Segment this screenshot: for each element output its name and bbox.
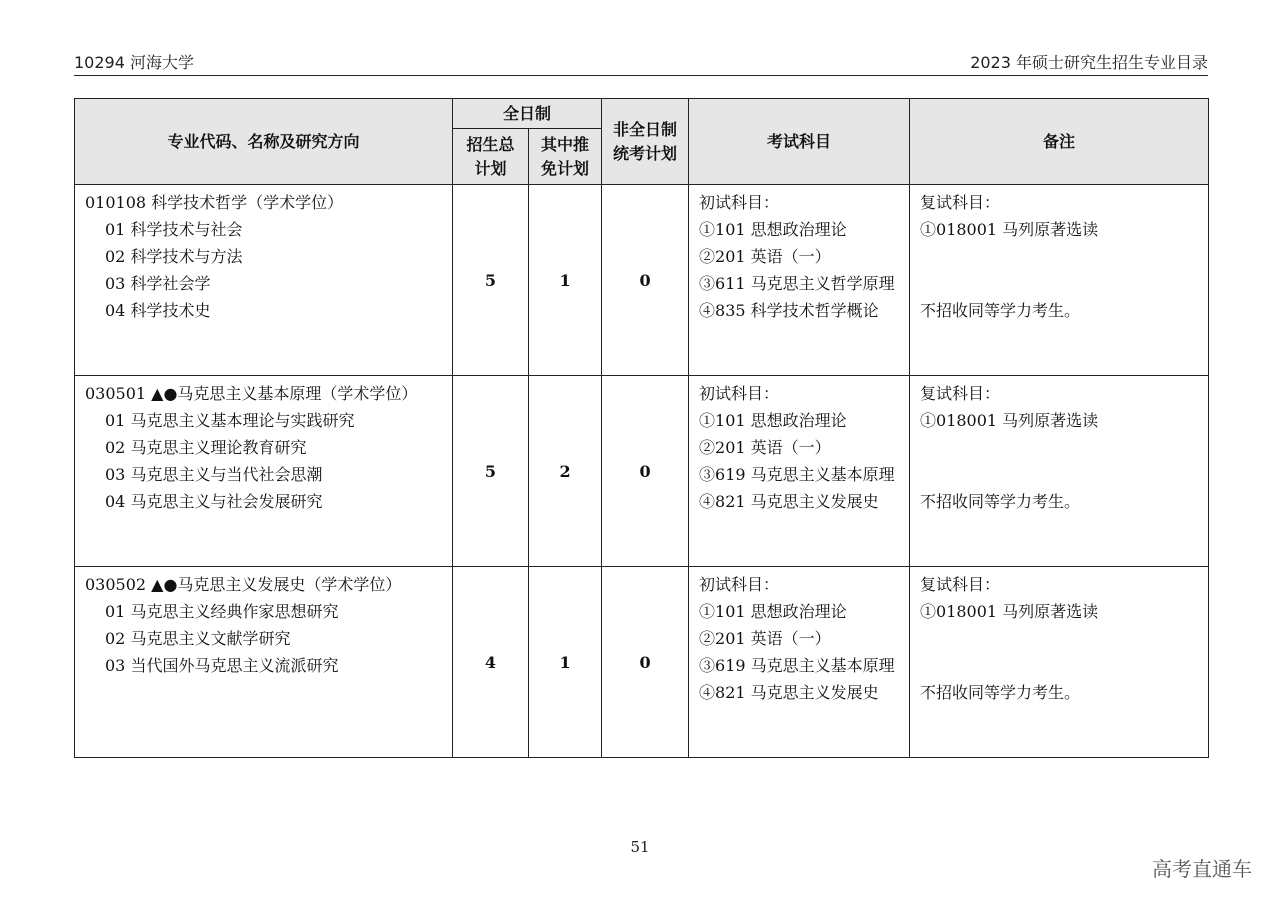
parttime-plan-value: 0 <box>602 185 689 376</box>
research-direction: 03 当代国外马克思主义流派研究 <box>105 656 339 675</box>
retest-title: 复试科目： <box>920 193 1001 212</box>
exam-cell <box>689 185 910 376</box>
header-exam: 考试科目 <box>689 99 910 185</box>
research-direction: 02 科学技术与方法 <box>105 247 243 266</box>
note-text: 不招收同等学力考生。 <box>920 492 1081 511</box>
exam-subject: ④835 科学技术哲学概论 <box>699 301 879 320</box>
note-text: 不招收同等学力考生。 <box>920 683 1081 702</box>
retest-title: 复试科目： <box>920 575 1001 594</box>
notes-cell <box>910 376 1209 567</box>
table-row <box>75 376 1209 567</box>
parttime-plan-value: 0 <box>602 376 689 567</box>
header-major: 专业代码、名称及研究方向 <box>75 99 453 185</box>
exam-subject: ④821 马克思主义发展史 <box>699 683 879 702</box>
major-cell <box>75 376 453 567</box>
exam-subject: ③611 马克思主义哲学原理 <box>699 274 895 293</box>
major-title: 030501 ▲●马克思主义基本原理（学术学位） <box>85 384 418 403</box>
total-plan-value: 5 <box>453 185 529 376</box>
major-cell <box>75 185 453 376</box>
exam-subject: ②201 英语（一） <box>699 247 831 266</box>
table-row <box>75 185 1209 376</box>
page-header <box>74 50 1208 76</box>
research-direction: 02 马克思主义理论教育研究 <box>105 438 307 457</box>
retest-subject: ①018001 马列原著选读 <box>920 602 1099 621</box>
header-notes: 备注 <box>910 99 1209 185</box>
recommend-plan-value: 1 <box>529 567 602 758</box>
retest-title: 复试科目： <box>920 384 1001 403</box>
exam-subject: ③619 马克思主义基本原理 <box>699 656 895 675</box>
research-direction: 01 马克思主义基本理论与实践研究 <box>105 411 355 430</box>
exam-title: 初试科目： <box>699 384 780 403</box>
major-title: 010108 科学技术哲学（学术学位） <box>85 193 344 212</box>
watermark: 高考直通车 <box>1152 857 1252 881</box>
notes-cell <box>910 185 1209 376</box>
page-number: 51 <box>630 838 650 856</box>
parttime-plan-value: 0 <box>602 567 689 758</box>
header-parttime: 非全日制 统考计划 <box>602 99 689 185</box>
exam-title: 初试科目： <box>699 193 780 212</box>
exam-subject: ②201 英语（一） <box>699 438 831 457</box>
total-plan-value: 4 <box>453 567 529 758</box>
catalog-title: 2023 年硕士研究生招生专业目录 <box>970 53 1208 72</box>
university-label: 10294 河海大学 <box>74 53 194 72</box>
research-direction: 04 马克思主义与社会发展研究 <box>105 492 323 511</box>
header-recommend-plan: 其中推 免计划 <box>529 129 602 185</box>
research-direction: 01 科学技术与社会 <box>105 220 243 239</box>
major-title: 030502 ▲●马克思主义发展史（学术学位） <box>85 575 402 594</box>
recommend-plan-value: 1 <box>529 185 602 376</box>
header-fulltime: 全日制 <box>453 99 602 129</box>
research-direction: 02 马克思主义文献学研究 <box>105 629 291 648</box>
research-direction: 03 科学社会学 <box>105 274 211 293</box>
major-cell <box>75 567 453 758</box>
note-text: 不招收同等学力考生。 <box>920 301 1081 320</box>
exam-subject: ③619 马克思主义基本原理 <box>699 465 895 484</box>
exam-subject: ①101 思想政治理论 <box>699 602 847 621</box>
research-direction: 04 科学技术史 <box>105 301 211 320</box>
exam-subject: ①101 思想政治理论 <box>699 411 847 430</box>
total-plan-value: 5 <box>453 376 529 567</box>
table-row <box>75 567 1209 758</box>
research-direction: 01 马克思主义经典作家思想研究 <box>105 602 339 621</box>
exam-subject: ②201 英语（一） <box>699 629 831 648</box>
exam-cell <box>689 567 910 758</box>
notes-cell <box>910 567 1209 758</box>
major-catalog-table <box>74 98 1209 758</box>
exam-subject: ④821 马克思主义发展史 <box>699 492 879 511</box>
retest-subject: ①018001 马列原著选读 <box>920 220 1099 239</box>
recommend-plan-value: 2 <box>529 376 602 567</box>
retest-subject: ①018001 马列原著选读 <box>920 411 1099 430</box>
header-total-plan: 招生总 计划 <box>453 129 529 185</box>
research-direction: 03 马克思主义与当代社会思潮 <box>105 465 323 484</box>
exam-cell <box>689 376 910 567</box>
exam-title: 初试科目： <box>699 575 780 594</box>
exam-subject: ①101 思想政治理论 <box>699 220 847 239</box>
